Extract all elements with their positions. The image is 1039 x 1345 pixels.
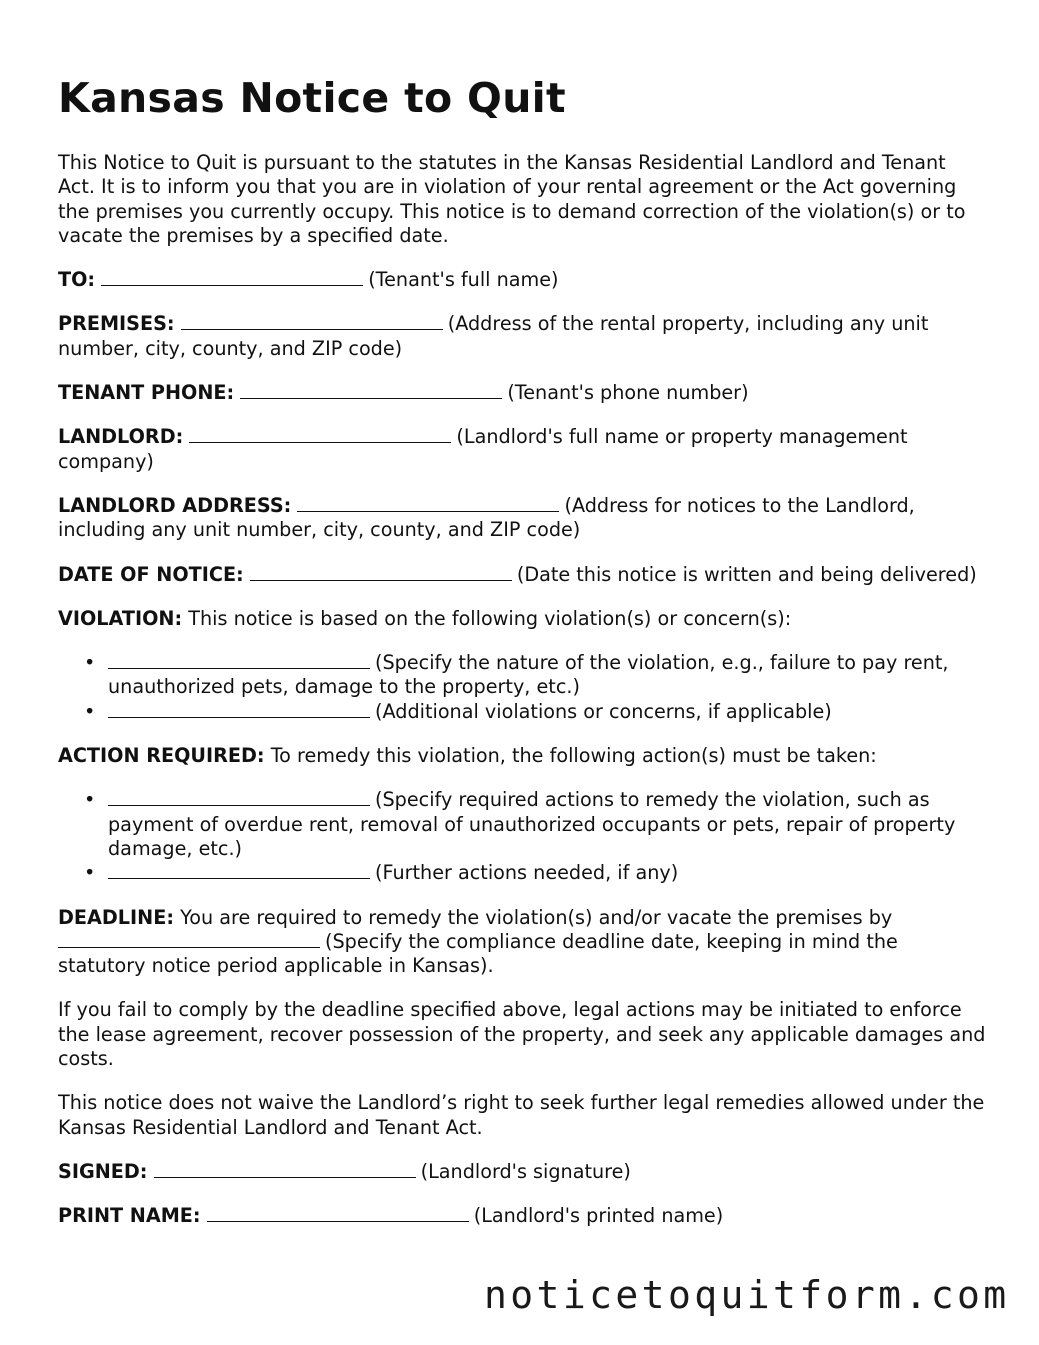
blank-line[interactable] — [101, 269, 363, 286]
field-label: LANDLORD: — [58, 425, 184, 449]
field-landlord-address — [58, 494, 988, 543]
deadline-text: You are required to remedy the violation(s) and/or vacate the premises by — [180, 905, 893, 929]
blank-line[interactable] — [108, 862, 370, 879]
violation-text: This notice is based on the following violation(s) or concern(s): — [188, 606, 792, 630]
violation-list — [58, 651, 988, 724]
fail-paragraph: If you fail to comply by the deadline specified above, legal actions may be initiated to enforce the lease agreement, recover possession of the property, and seek any applicable damages and costs. — [58, 998, 986, 1071]
field-print-name — [58, 1204, 988, 1228]
action-text: To remedy this violation, the following action(s) must be taken: — [270, 744, 877, 768]
blank-line[interactable] — [58, 931, 320, 948]
blank-line[interactable] — [250, 564, 512, 581]
field-hint: (Landlord's printed name) — [473, 1204, 724, 1228]
field-label: SIGNED: — [58, 1159, 148, 1183]
field-label: PRINT NAME: — [58, 1204, 201, 1228]
blank-line[interactable] — [240, 382, 502, 399]
list-item — [108, 788, 988, 861]
item-hint: (Further actions needed, if any) — [375, 861, 679, 885]
field-hint: (Tenant's phone number) — [507, 381, 749, 405]
document-page — [58, 70, 988, 1249]
item-hint: (Specify the nature of the violation, e.g., failure to pay rent, unauthorized pets, damage to the property, etc.) — [108, 651, 949, 699]
field-label: TO: — [58, 268, 96, 292]
list-item — [108, 700, 988, 724]
field-date-of-notice — [58, 563, 988, 587]
blank-line[interactable] — [189, 426, 451, 443]
item-hint: (Additional violations or concerns, if applicable) — [375, 699, 832, 723]
blank-line[interactable] — [108, 701, 370, 718]
field-hint: (Address of the rental property, including any unit number, city, county, and ZIP code) — [58, 312, 929, 360]
field-label: LANDLORD ADDRESS: — [58, 493, 292, 517]
watermark: noticetoquitform.com — [484, 1273, 1010, 1317]
action-list — [58, 788, 988, 885]
page-title: Kansas Notice to Quit — [58, 74, 566, 122]
blank-line[interactable] — [108, 789, 370, 806]
deadline-label: DEADLINE: — [58, 905, 175, 929]
list-item — [108, 861, 988, 885]
blank-line[interactable] — [181, 313, 443, 330]
field-hint: (Tenant's full name) — [368, 268, 559, 292]
blank-line[interactable] — [207, 1205, 469, 1222]
deadline-paragraph — [58, 906, 988, 979]
field-signed — [58, 1160, 988, 1184]
field-hint: (Address for notices to the Landlord, including any unit number, city, county, and ZIP code) — [58, 493, 915, 542]
list-item — [108, 651, 988, 700]
field-label: DATE OF NOTICE: — [58, 562, 244, 586]
field-label: TENANT PHONE: — [58, 381, 235, 405]
field-premises — [58, 312, 988, 361]
deadline-hint: (Specify the compliance deadline date, keeping in mind the statutory notice period applicable in Kansas). — [58, 929, 898, 978]
field-hint: (Date this notice is written and being delivered) — [516, 562, 977, 586]
violation-label: VIOLATION: — [58, 606, 183, 630]
field-hint: (Landlord's full name or property management company) — [58, 425, 908, 473]
field-to — [58, 268, 988, 292]
action-heading — [58, 744, 988, 768]
field-tenant-phone — [58, 381, 988, 405]
blank-line[interactable] — [154, 1161, 416, 1178]
intro-paragraph: This Notice to Quit is pursuant to the statutes in the Kansas Residential Landlord and Tenant Act. It is to inform you that you are in violation of your rental agreement or the Act governing the premises you currently occupy. This notice is to demand correction of the violation(s) or to vacate the premises by a specified date. — [58, 151, 966, 247]
field-hint: (Landlord's signature) — [420, 1159, 631, 1183]
waive-paragraph: This notice does not waive the Landlord’s right to seek further legal remedies allowed under the Kansas Residential Landlord and Tenant Act. — [58, 1091, 985, 1139]
field-label: PREMISES: — [58, 312, 175, 336]
blank-line[interactable] — [108, 652, 370, 669]
field-landlord — [58, 425, 988, 474]
item-hint: (Specify required actions to remedy the violation, such as payment of overdue rent, removal of unauthorized occupants or pets, repair of property damage, etc.) — [108, 788, 956, 860]
blank-line[interactable] — [297, 495, 559, 512]
action-label: ACTION REQUIRED: — [58, 744, 265, 768]
violation-heading — [58, 607, 988, 631]
